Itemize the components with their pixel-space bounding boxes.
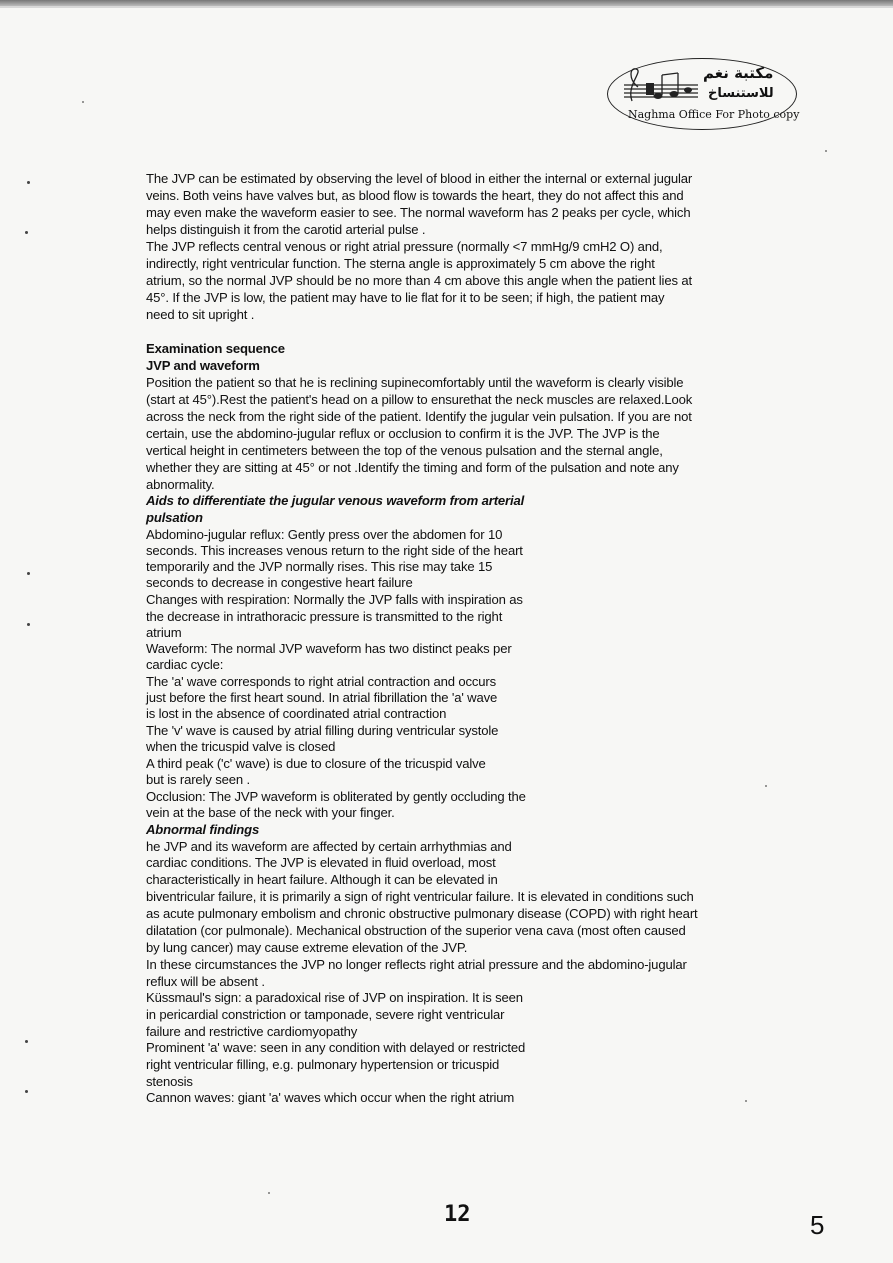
- scan-speck: [25, 231, 28, 234]
- scan-speck: [82, 101, 84, 103]
- text-line: failure and restrictive cardiomyopathy: [146, 1024, 358, 1039]
- text-line: cardiac conditions. The JVP is elevated in fluid overload, most: [146, 855, 496, 870]
- text-line: right ventricular filling, e.g. pulmonary hypertension or tricuspid: [146, 1057, 500, 1072]
- scan-speck: [825, 150, 827, 152]
- text-line: dilatation (cor pulmonale). Mechanical obstruction of the superior vena cava (most often caused: [146, 923, 686, 938]
- text-line: atrium: [146, 625, 182, 640]
- scan-speck: [765, 785, 767, 787]
- text-line: need to sit upright .: [146, 307, 255, 322]
- text-line: vertical height in centimeters between the top of the venous pulsation and the sternal angle,: [146, 443, 663, 458]
- text-line: The 'a' wave corresponds to right atrial contraction and occurs: [146, 674, 496, 689]
- text-line: cardiac cycle:: [146, 657, 224, 672]
- subsection-heading: Abnormal findings: [146, 822, 260, 837]
- text-line: when the tricuspid valve is closed: [146, 739, 336, 754]
- scan-speck: [27, 623, 30, 626]
- subsection-heading: pulsation: [146, 510, 203, 525]
- text-line: abnormality.: [146, 477, 215, 492]
- text-line: 45°. If the JVP is low, the patient may have to lie flat for it to be seen; if high, the patient may: [146, 290, 665, 305]
- text-line: just before the first heart sound. In atrial fibrillation the 'a' wave: [146, 690, 498, 705]
- text-line: Waveform: The normal JVP waveform has two distinct peaks per: [146, 641, 512, 656]
- subsection-heading: Aids to differentiate the jugular venous waveform from arterial: [146, 493, 525, 508]
- text-line: (start at 45°).Rest the patient's head on a pillow to ensurethat the neck muscles are relaxed.Look: [146, 392, 693, 407]
- text-line: he JVP and its waveform are affected by certain arrhythmias and: [146, 839, 512, 854]
- scan-speck: [25, 1090, 28, 1093]
- text-line: The JVP can be estimated by observing the level of blood in either the internal or external jugular: [146, 171, 693, 186]
- scan-speck: [745, 1100, 747, 1102]
- text-line: Occlusion: The JVP waveform is obliterated by gently occluding the: [146, 789, 526, 804]
- text-line: but is rarely seen .: [146, 772, 250, 787]
- text-line: helps distinguish it from the carotid arterial pulse .: [146, 222, 426, 237]
- text-line: temporarily and the JVP normally rises. This rise may take 15: [146, 559, 493, 574]
- text-line: indirectly, right ventricular function. The sterna angle is approximately 5 cm above the right: [146, 256, 655, 271]
- text-line: biventricular failure, it is primarily a sign of right ventricular failure. It is elevated in conditions such: [146, 889, 694, 904]
- text-line: whether they are sitting at 45° or not .Identify the timing and form of the pulsation and note any: [146, 460, 679, 475]
- scan-top-edge-highlight: [0, 6, 893, 8]
- text-line: may even make the waveform easier to see. The normal waveform has 2 peaks per cycle, which: [146, 205, 691, 220]
- scan-speck: [25, 1040, 28, 1043]
- text-line: across the neck from the right side of the patient. Identify the jugular vein pulsation. If you are not: [146, 409, 692, 424]
- text-line: A third peak ('c' wave) is due to closure of the tricuspid valve: [146, 756, 486, 771]
- text-line: veins. Both veins have valves but, as blood flow is towards the heart, they do not affect this and: [146, 188, 684, 203]
- text-line: is lost in the absence of coordinated atrial contraction: [146, 706, 447, 721]
- text-line: The 'v' wave is caused by atrial filling during ventricular systole: [146, 723, 499, 738]
- text-line: Changes with respiration: Normally the JVP falls with inspiration as: [146, 592, 523, 607]
- text-line: in pericardial constriction or tamponade, severe right ventricular: [146, 1007, 505, 1022]
- text-line: The JVP reflects central venous or right atrial pressure (normally <7 mmHg/9 cmH2 O) and,: [146, 239, 663, 254]
- text-line: atrium, so the normal JVP should be no more than 4 cm above this angle when the patient lies at: [146, 273, 692, 288]
- text-line: In these circumstances the JVP no longer reflects right atrial pressure and the abdomino-jugular: [146, 957, 687, 972]
- subsection-heading: JVP and waveform: [146, 358, 260, 373]
- text-line: certain, use the abdomino-jugular reflux or occlusion to confirm it is the JVP. The JVP is the: [146, 426, 660, 441]
- text-line: by lung cancer) may cause extreme elevation of the JVP.: [146, 940, 468, 955]
- corner-page-mark: 5: [810, 1210, 825, 1240]
- text-line: the decrease in intrathoracic pressure is transmitted to the right: [146, 609, 503, 624]
- music-notes-icon: [622, 65, 702, 107]
- stamp-arabic-subtitle: للاستنساخ: [708, 86, 774, 101]
- text-line: Position the patient so that he is reclining supinecomfortably until the waveform is clearly visible: [146, 375, 684, 390]
- text-line: seconds. This increases venous return to the right side of the heart: [146, 543, 523, 558]
- scan-speck: [268, 1192, 270, 1194]
- text-line: seconds to decrease in congestive heart failure: [146, 575, 413, 590]
- text-line: vein at the base of the neck with your finger.: [146, 805, 395, 820]
- text-line: Prominent 'a' wave: seen in any condition with delayed or restricted: [146, 1040, 526, 1055]
- text-line: characteristically in heart failure. Although it can be elevated in: [146, 872, 498, 887]
- text-line: as acute pulmonary embolism and chronic obstructive pulmonary disease (COPD) with right heart: [146, 906, 698, 921]
- text-line: stenosis: [146, 1074, 193, 1089]
- office-stamp: [607, 58, 800, 130]
- stamp-arabic-name: مكتبة نغم: [703, 64, 774, 82]
- page-number: 12: [444, 1202, 471, 1227]
- stamp-english-name: Naghma Office For Photo copy: [628, 108, 800, 121]
- text-line: Küssmaul's sign: a paradoxical rise of JVP on inspiration. It is seen: [146, 990, 523, 1005]
- text-line: Abdomino-jugular reflux: Gently press over the abdomen for 10: [146, 527, 503, 542]
- section-heading: Examination sequence: [146, 341, 285, 356]
- scan-speck: [27, 572, 30, 575]
- text-line: Cannon waves: giant 'a' waves which occur when the right atrium: [146, 1090, 515, 1105]
- scan-speck: [27, 181, 30, 184]
- text-line: reflux will be absent .: [146, 974, 265, 989]
